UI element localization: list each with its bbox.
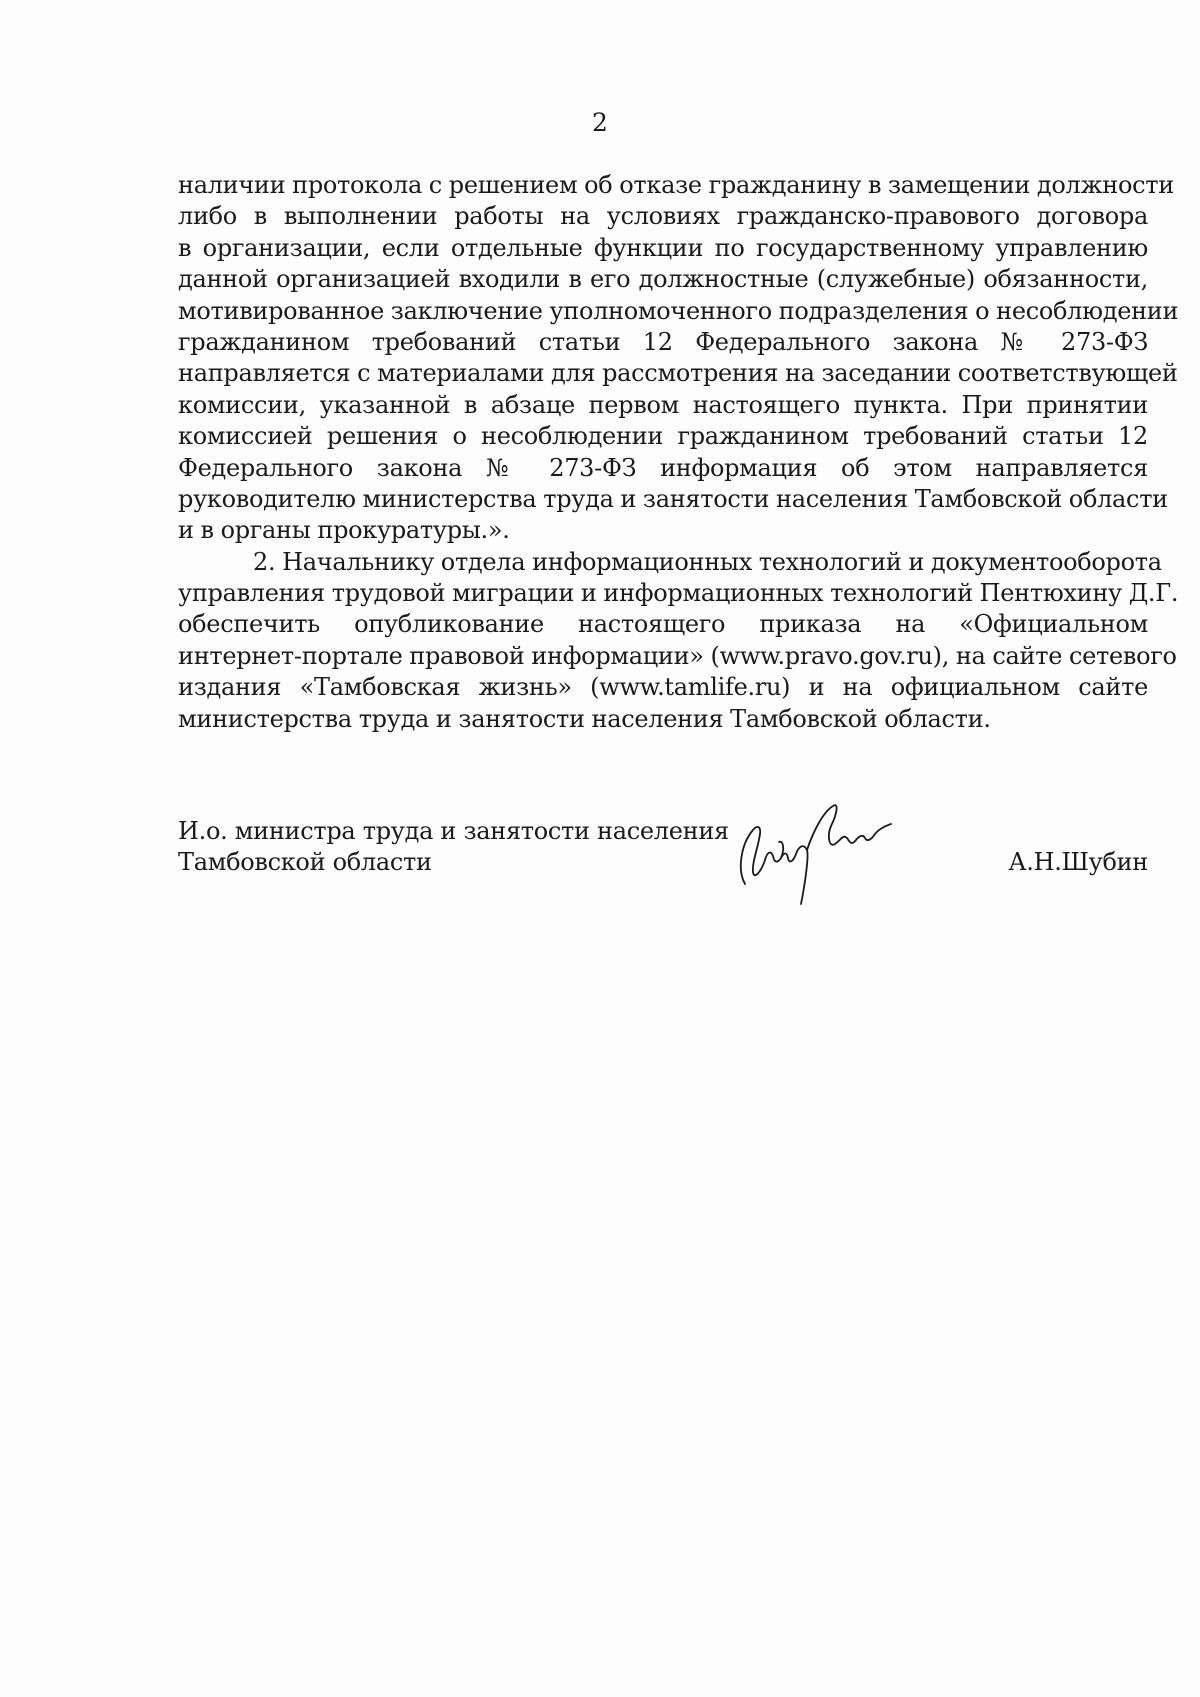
text-line: и в органы прокуратуры.». — [178, 516, 510, 545]
signatory-position — [178, 816, 729, 879]
signatory-position-line: И.о. министра труда и занятости населения — [178, 817, 729, 845]
signature-block — [178, 816, 1148, 926]
text-line: Федерального закона № 273-ФЗ информация об этом направляется — [178, 453, 1148, 482]
text-line: гражданином требований статьи 12 Федерального закона № 273-ФЗ — [178, 327, 1148, 356]
text-line: управления трудовой миграции и информационных технологий Пентюхину Д.Г. — [178, 579, 1179, 608]
signatory-name: А.Н.Шубин — [1008, 848, 1148, 876]
signatory-position-line: Тамбовской области — [178, 848, 432, 877]
text-line: руководителю министерства труда и занятости населения Тамбовской области — [178, 484, 1168, 513]
handwritten-signature — [723, 792, 923, 912]
text-line: издания «Тамбовская жизнь» (www.tamlife.ru) и на официальном сайте — [178, 673, 1148, 702]
text-line: мотивированное заключение уполномоченного подразделения о несоблюдении — [178, 296, 1179, 325]
text-line: обеспечить опубликование настоящего приказа на «Официальном — [178, 610, 1148, 639]
text-line: данной организацией входили в его должностные (служебные) обязанности, — [178, 265, 1148, 294]
paragraph-2-first-line: 2. Начальнику отдела информационных технологий и документооборота — [253, 547, 1162, 576]
text-line: комиссии, указанной в абзаце первом настоящего пункта. При принятии — [178, 390, 1148, 419]
text-line: министерства труда и занятости населения Тамбовской области. — [178, 704, 991, 733]
text-line: интернет-портале правовой информации» (www.pravo.gov.ru), на сайте сетевого — [178, 641, 1177, 670]
document-body — [178, 170, 1179, 735]
text-line: в организации, если отдельные функции по государственному управлению — [178, 233, 1148, 262]
text-line: направляется с материалами для рассмотрения на заседании соответствующей — [178, 359, 1178, 388]
text-line: либо в выполнении работы на условиях гражданско-правового договора — [178, 202, 1148, 231]
page-number: 2 — [592, 108, 608, 137]
text-line: комиссией решения о несоблюдении гражданином требований статьи 12 — [178, 422, 1148, 451]
text-line: наличии протокола с решением об отказе гражданину в замещении должности — [178, 171, 1174, 199]
